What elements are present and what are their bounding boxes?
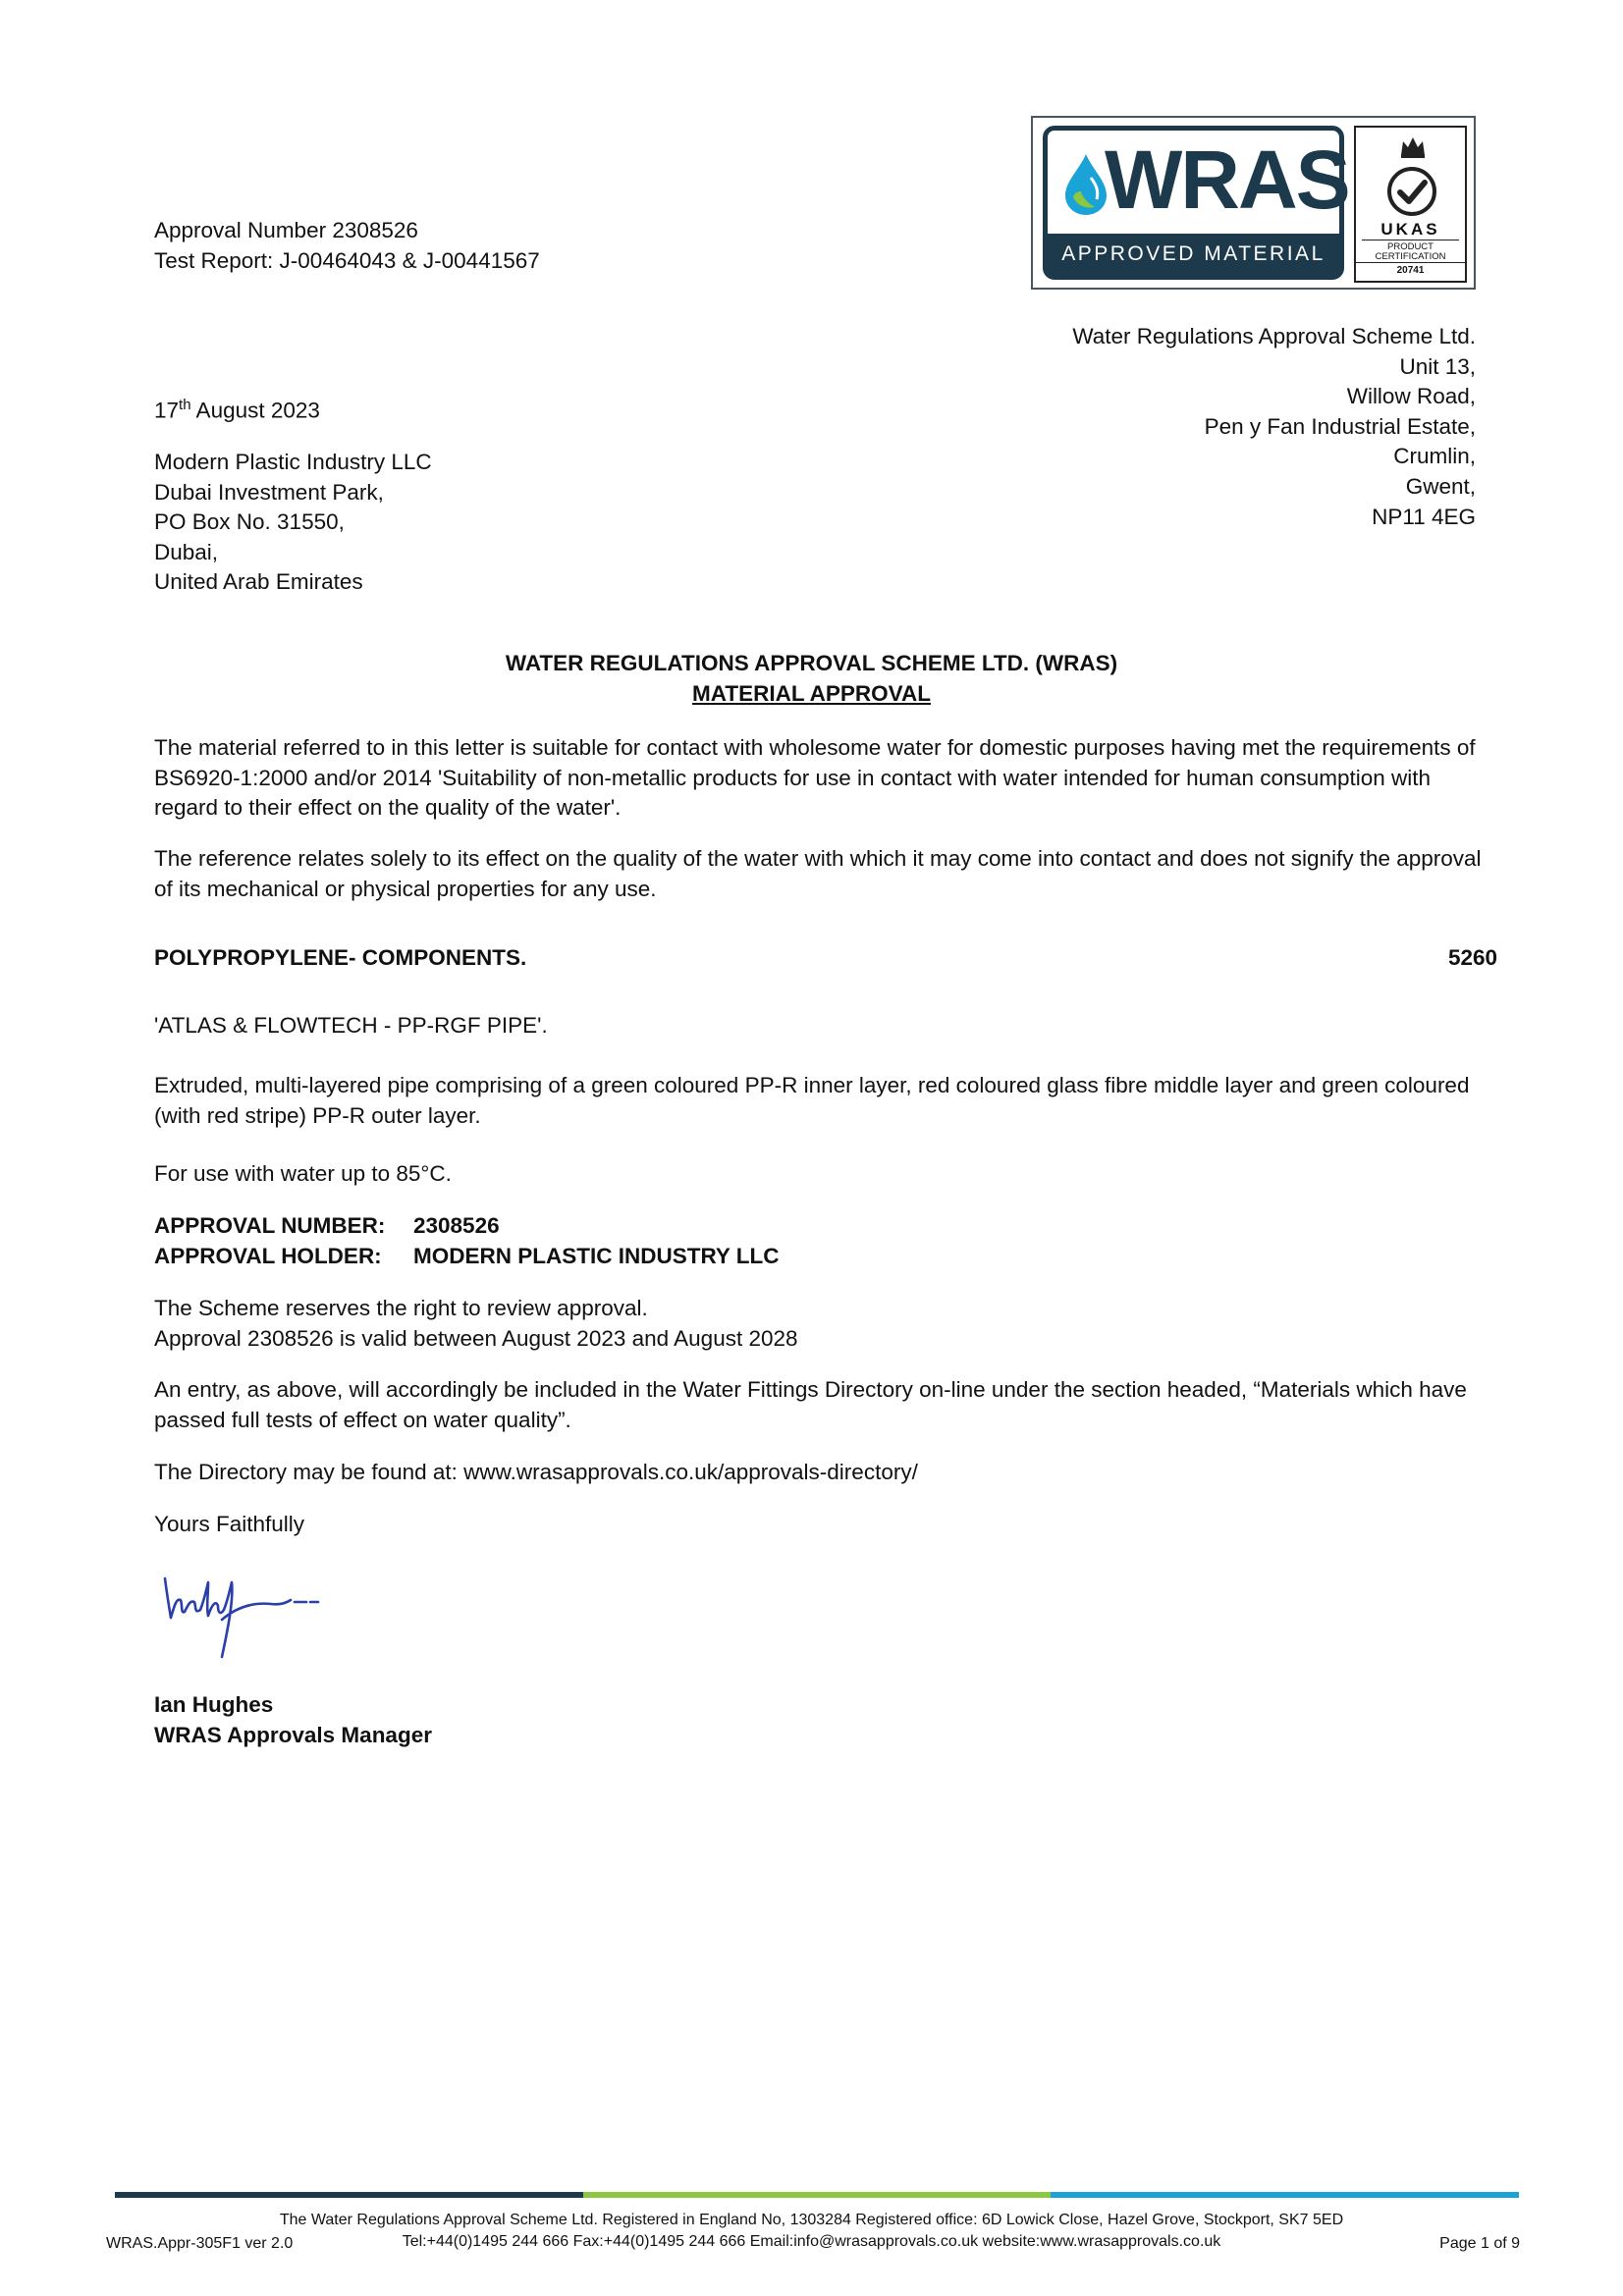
footer-bar-segment [1051, 2192, 1519, 2198]
date-rest: August 2023 [190, 398, 320, 423]
review-validity-note [154, 1294, 798, 1354]
review-note: The Scheme reserves the right to review approval. [154, 1296, 648, 1320]
title-line1: WATER REGULATIONS APPROVAL SCHEME LTD. (WRAS) [505, 651, 1118, 675]
date-day: 17 [154, 398, 180, 423]
sender-address-line: Gwent, [1405, 473, 1476, 499]
recipient-address-line: Modern Plastic Industry LLC [154, 450, 432, 474]
wras-approved-material-badge [1043, 126, 1349, 280]
footer-color-bar [115, 2192, 1519, 2198]
validity-note: Approval 2308526 is valid between August 2023 and August 2028 [154, 1325, 798, 1351]
sender-address-line: NP11 4EG [1372, 504, 1476, 529]
sender-address-line: Willow Road, [1346, 384, 1476, 409]
product-category: POLYPROPYLENE- COMPONENTS. [154, 945, 527, 970]
approval-number-label: APPROVAL NUMBER: [154, 1213, 386, 1238]
ukas-certification-mark [1354, 126, 1467, 283]
letter-date [154, 396, 320, 426]
sender-address-line: Water Regulations Approval Scheme Ltd. [1072, 324, 1476, 348]
tick-circle-icon [1385, 165, 1438, 218]
product-name: 'ATLAS & FLOWTECH - PP-RGF PIPE'. [154, 1013, 548, 1038]
wras-ukas-logo [1031, 116, 1476, 290]
ukas-number: 20741 [1356, 262, 1465, 276]
water-drop-icon [1063, 152, 1109, 217]
approval-holder-value: MODERN PLASTIC INDUSTRY LLC [413, 1243, 780, 1268]
wras-wordmark: WRAS [1105, 133, 1349, 226]
crown-icon [1399, 133, 1427, 159]
temperature-limit: For use with water up to 85°C. [154, 1161, 452, 1186]
recipient-address-line: Dubai, [154, 539, 219, 564]
footer-bar-segment [583, 2192, 1052, 2198]
category-code: 5260 [1447, 945, 1497, 970]
recipient-address [154, 448, 432, 598]
page-number: Page 1 of 9 [1439, 2235, 1520, 2252]
test-report-line: Test Report: J-00464043 & J-00441567 [154, 247, 540, 273]
reference-paragraph: The reference relates solely to its effect on the quality of the water with which it may come into contact and does not signify the approval of its mechanical or physical properties for any use. [154, 846, 1482, 901]
title-line2: MATERIAL APPROVAL [692, 680, 931, 706]
document-header [154, 216, 540, 276]
ukas-product-certification [1362, 240, 1459, 262]
approval-holder-label: APPROVAL HOLDER: [154, 1243, 382, 1268]
signatory [154, 1690, 432, 1750]
signatory-name: Ian Hughes [154, 1692, 274, 1717]
approved-material-label: APPROVED MATERIAL [1048, 234, 1339, 275]
handwritten-signature [157, 1561, 324, 1669]
sender-address [1072, 322, 1476, 532]
recipient-address-line: PO Box No. 31550, [154, 509, 345, 535]
recipient-address-line: United Arab Emirates [154, 569, 363, 595]
sender-address-line: Pen y Fan Industrial Estate, [1204, 413, 1476, 439]
ukas-cert-line1: PRODUCT [1387, 241, 1434, 252]
footer-form-ref: WRAS.Appr-305F1 ver 2.0 [106, 2235, 294, 2252]
date-suffix: th [179, 397, 191, 413]
approval-details [154, 1211, 780, 1271]
ukas-wordmark: UKAS [1380, 220, 1440, 239]
footer-registration: The Water Regulations Approval Scheme Ltd. Registered in England No, 1303284 Registered office: 6D Lowick Close, Hazel Grove, Stockport, SK7 5ED [279, 2212, 1344, 2228]
sender-address-line: Unit 13, [1399, 353, 1476, 379]
suitability-paragraph: The material referred to in this letter is suitable for contact with wholesome water for domestic purposes having met the requirements of BS6920-1:2000 and/or 2014 'Suitability of non-metallic products for use in contact with water intended for human consumption with regard to their effect on the quality of the water'. [154, 735, 1476, 821]
document-title [0, 649, 1623, 709]
footer-bar-segment [115, 2192, 583, 2198]
sender-address-line: Crumlin, [1393, 444, 1476, 469]
directory-url-line: The Directory may be found at: www.wrasapprovals.co.uk/approvals-directory/ [154, 1460, 918, 1484]
directory-entry-paragraph: An entry, as above, will accordingly be included in the Water Fittings Directory on-line under the section headed, “Materials which have passed full tests of effect on water quality”. [154, 1377, 1467, 1432]
ukas-cert-line2: CERTIFICATION [1375, 250, 1446, 262]
signatory-title: WRAS Approvals Manager [154, 1722, 432, 1747]
closing-salutation: Yours Faithfully [154, 1512, 304, 1536]
product-description: Extruded, multi-layered pipe comprising of a green coloured PP-R inner layer, red coloured glass fibre middle layer and green coloured (with red stripe) PP-R outer layer. [154, 1073, 1470, 1128]
recipient-address-line: Dubai Investment Park, [154, 479, 384, 505]
approval-number-value: 2308526 [413, 1213, 500, 1238]
footer-contact: Tel:+44(0)1495 244 666 Fax:+44(0)1495 244 666 Email:info@wrasapprovals.co.uk website:www.wrasapprovals.co.uk [402, 2233, 1221, 2250]
approval-number-line: Approval Number 2308526 [154, 218, 418, 242]
